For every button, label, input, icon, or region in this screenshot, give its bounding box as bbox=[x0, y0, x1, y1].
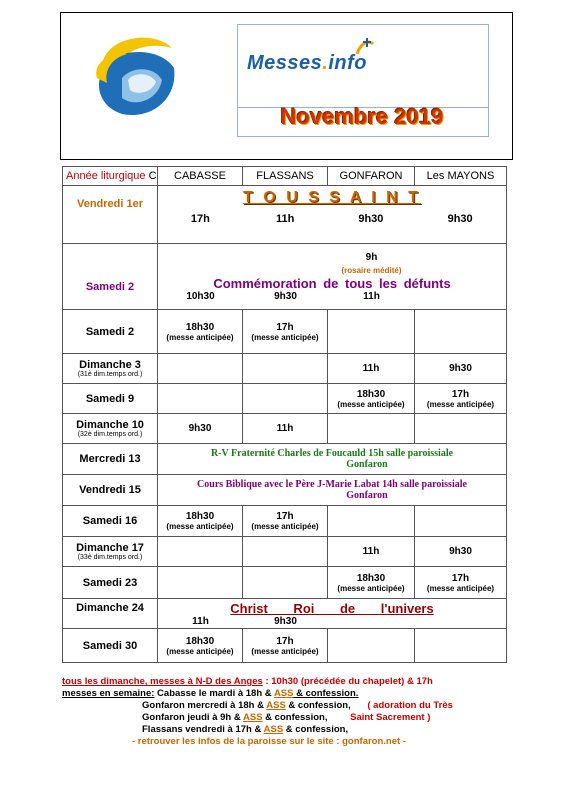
time-cell bbox=[415, 414, 507, 444]
time-cell: 18h30 (messe anticipée) bbox=[158, 506, 243, 537]
column-header: FLASSANS bbox=[243, 167, 328, 186]
footer-line: - retrouver les infos de la paroisse sur le site : gonfaron.net - bbox=[132, 736, 406, 747]
time-cell: 9h30 bbox=[415, 354, 507, 384]
commemoration-title: Commémoration de tous les défunts bbox=[213, 275, 451, 291]
time-cell bbox=[415, 506, 507, 537]
time-cell bbox=[158, 567, 243, 599]
day-label: Dimanche 10 (32è dim.temps ord.) bbox=[63, 414, 158, 444]
footer-line: Gonfaron jeudi à 9h & ASS & confession, Saint Sacrement ) bbox=[142, 712, 431, 723]
footer-line: Gonfaron mercredi à 18h & ASS & confession, ( adoration du Très bbox=[142, 700, 453, 711]
event-cell: R-V Fraternité Charles de Foucauld 15h salle paroissiale Gonfaron bbox=[158, 444, 507, 475]
time-cell bbox=[158, 354, 243, 384]
day-label: Samedi 2 bbox=[63, 310, 158, 354]
table-row bbox=[63, 567, 507, 599]
day-label: Samedi 23 bbox=[63, 567, 158, 599]
time: 11h bbox=[275, 213, 295, 225]
time-cell bbox=[243, 354, 328, 384]
time-cell: 17h (messe anticipée) bbox=[415, 384, 507, 414]
time-cell: 18h30 (messe anticipée) bbox=[158, 310, 243, 354]
time-cell: 17h (messe anticipée) bbox=[243, 310, 328, 354]
table-row bbox=[63, 599, 507, 629]
time-cell: 17h (messe anticipée) bbox=[415, 567, 507, 599]
dove-logo-icon bbox=[92, 28, 182, 120]
toussaint-cell bbox=[158, 186, 507, 244]
column-header: Les MAYONS bbox=[415, 167, 507, 186]
time-cell bbox=[243, 384, 328, 414]
day-label: Samedi 30 bbox=[63, 629, 158, 663]
time-cell: 9h30 bbox=[415, 537, 507, 567]
table-row bbox=[63, 444, 507, 475]
brand-dot: . bbox=[322, 52, 329, 74]
time: 9h30 bbox=[447, 213, 473, 225]
time-cell bbox=[243, 567, 328, 599]
time-cell bbox=[328, 310, 415, 354]
brand-main: Messes bbox=[247, 52, 323, 74]
time-cell: 18h30 (messe anticipée) bbox=[328, 567, 415, 599]
day-label: Dimanche 3 (31è dim.temps ord.) bbox=[63, 354, 158, 384]
time-cell bbox=[243, 537, 328, 567]
time-cell: 11h bbox=[328, 354, 415, 384]
table-row bbox=[63, 537, 507, 567]
footer-line: Flassans vendredi à 17h & ASS & confession, bbox=[142, 724, 349, 735]
day-label: Vendredi 15 bbox=[63, 475, 158, 506]
day-label: Mercredi 13 bbox=[63, 444, 158, 475]
cross-icon bbox=[355, 38, 375, 56]
time-cell: 11h bbox=[243, 414, 328, 444]
table-row bbox=[63, 475, 507, 506]
time-cell bbox=[328, 506, 415, 537]
time-cell: 18h30 (messe anticipée) bbox=[158, 629, 243, 663]
time-cell bbox=[328, 414, 415, 444]
schedule-table bbox=[62, 166, 507, 663]
time-cell: 11h bbox=[328, 537, 415, 567]
christ-roi-cell: Christ Roi de l'univers 11h 9h30 bbox=[158, 599, 507, 629]
table-row bbox=[63, 629, 507, 663]
time-cell: 18h30 (messe anticipée) bbox=[328, 384, 415, 414]
footer-line: tous les dimanche, messes à N-D des Anges : 10h30 (précédée du chapelet) & 17h bbox=[62, 676, 433, 687]
annee-liturgique: Année liturgique C bbox=[63, 167, 158, 186]
toussaint-title: T O U S S A I N T bbox=[243, 189, 421, 206]
day-label: Vendredi 1er bbox=[63, 186, 158, 244]
time-cell: 9h30 bbox=[158, 414, 243, 444]
table-row bbox=[63, 414, 507, 444]
table-row bbox=[63, 384, 507, 414]
time: 9h30 bbox=[358, 213, 384, 225]
brand-tld: info bbox=[328, 52, 367, 74]
table-header-row bbox=[63, 167, 507, 186]
page-title: Novembre 2019 bbox=[280, 104, 444, 129]
brand-logo-text bbox=[247, 52, 367, 75]
day-label: Samedi 16 bbox=[63, 506, 158, 537]
table-row bbox=[63, 244, 507, 310]
time-cell: 17h (messe anticipée) bbox=[243, 506, 328, 537]
day-label: Dimanche 17 (33è dim.temps ord.) bbox=[63, 537, 158, 567]
time-cell bbox=[415, 629, 507, 663]
time-cell bbox=[158, 537, 243, 567]
table-row bbox=[63, 506, 507, 537]
column-header: CABASSE bbox=[158, 167, 243, 186]
table-row bbox=[63, 354, 507, 384]
event-cell: Cours Biblique avec le Père J-Marie Labat 14h salle paroissiale Gonfaron bbox=[158, 475, 507, 506]
time-cell: 17h (messe anticipée) bbox=[243, 629, 328, 663]
christ-roi-title: Christ Roi de l'univers bbox=[230, 600, 434, 616]
commemoration-cell: 9h (rosaire médité) Commémoration de tous les défunts 10h30 9h30 11h bbox=[158, 244, 507, 310]
time: 17h bbox=[190, 213, 210, 225]
column-header: GONFARON bbox=[328, 167, 415, 186]
footer-notes bbox=[62, 676, 506, 748]
time-cell bbox=[415, 310, 507, 354]
table-row bbox=[63, 186, 507, 244]
time-cell bbox=[328, 629, 415, 663]
table-row bbox=[63, 310, 507, 354]
day-label: Dimanche 24 bbox=[63, 599, 158, 629]
time-cell bbox=[158, 384, 243, 414]
footer-line: messes en semaine: Cabasse le mardi à 18h & ASS & confession. bbox=[62, 688, 359, 699]
day-label: Samedi 2 bbox=[63, 244, 158, 310]
day-label: Samedi 9 bbox=[63, 384, 158, 414]
